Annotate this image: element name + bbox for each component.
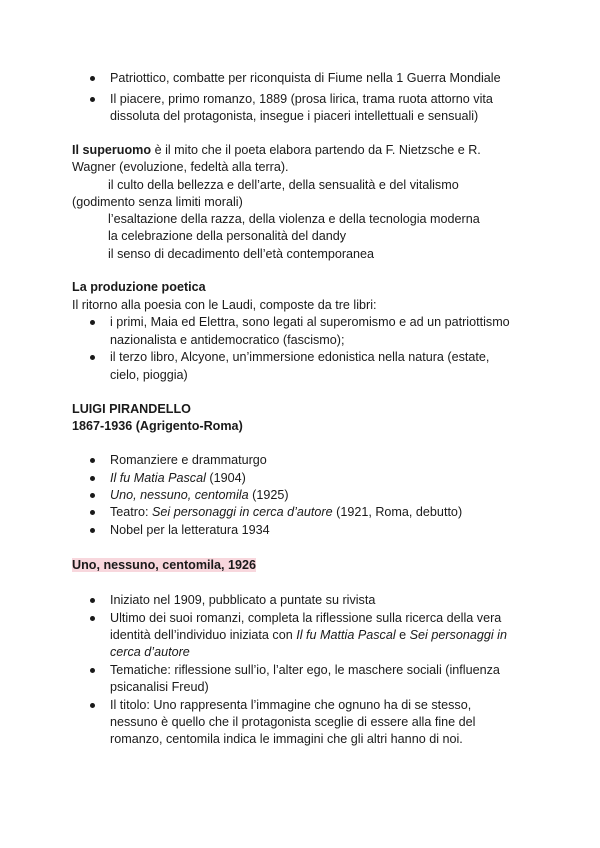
bullet-icon xyxy=(90,320,95,325)
pirandello-bullet-2 xyxy=(110,470,246,487)
work-title: Il fu Matia Pascal xyxy=(110,471,206,485)
pirandello-bullet-5: Nobel per la letteratura 1934 xyxy=(110,523,270,537)
superuomo-line-2: Wagner (evoluzione, fedeltà alla terra). xyxy=(72,160,289,174)
produzione-bullet-1-cont: nazionalista e antidemocratico (fascismo); xyxy=(110,333,345,347)
superuomo-term: Il superuomo xyxy=(72,143,152,157)
superuomo-item-1-cont: (godimento senza limiti morali) xyxy=(72,195,243,209)
pirandello-bullet-1: Romanziere e drammaturgo xyxy=(110,453,267,467)
teatro-label: Teatro: xyxy=(110,505,152,519)
bullet-icon xyxy=(90,668,95,673)
produzione-bullet-2-cont: cielo, pioggia) xyxy=(110,368,188,382)
text-span: e xyxy=(395,628,410,642)
bullet-icon xyxy=(90,76,95,81)
bullet-icon xyxy=(90,355,95,360)
uno-bullet-2: Ultimo dei suoi romanzi, completa la riflessione sulla ricerca della vera xyxy=(110,611,502,625)
uno-bullet-4-cont-2: romanzo, centomila indica le immagini che gli altri hanno di noi. xyxy=(110,732,463,746)
highlighted-heading: Uno, nessuno, centomila, 1926 xyxy=(72,558,257,572)
pirandello-bullet-4 xyxy=(110,504,462,521)
bullet-icon xyxy=(90,598,95,603)
bullet-icon xyxy=(90,476,95,481)
uno-bullet-2-cont-2: cerca d’autore xyxy=(110,645,190,659)
superuomo-item-3: la celebrazione della personalità del dandy xyxy=(108,229,347,243)
uno-bullet-3: Tematiche: riflessione sull’io, l’alter ego, le maschere sociali (influenza xyxy=(110,663,500,677)
superuomo-item-4: il senso di decadimento dell’età contemporanea xyxy=(108,247,375,261)
pirandello-dates: 1867-1936 (Agrigento-Roma) xyxy=(72,419,243,433)
uno-bullet-4: Il titolo: Uno rappresenta l’immagine che ognuno ha di se stesso, xyxy=(110,698,472,712)
bullet-icon xyxy=(90,703,95,708)
uno-nessuno-heading xyxy=(72,557,256,574)
produzione-intro: Il ritorno alla poesia con le Laudi, composte da tre libri: xyxy=(72,298,377,312)
uno-bullet-2-cont xyxy=(110,627,507,644)
pirandello-name: LUIGI PIRANDELLO xyxy=(72,402,191,416)
bullet-icon xyxy=(90,97,95,102)
bullet-icon xyxy=(90,616,95,621)
work-detail: (1921, Roma, debutto) xyxy=(332,505,463,519)
produzione-bullet-1: i primi, Maia ed Elettra, sono legati al superomismo e ad un patriottismo xyxy=(110,315,510,329)
work-year: (1904) xyxy=(205,471,246,485)
uno-bullet-3-cont: psicanalisi Freud) xyxy=(110,680,209,694)
produzione-bullet-2: il terzo libro, Alcyone, un’immersione edonistica nella natura (estate, xyxy=(110,350,490,364)
intro-bullet-1: Patriottico, combatte per riconquista di Fiume nella 1 Guerra Mondiale xyxy=(110,71,501,85)
pirandello-bullet-3 xyxy=(110,487,289,504)
work-year: (1925) xyxy=(248,488,289,502)
work-title: Sei personaggi in cerca d’autore xyxy=(152,505,333,519)
uno-bullet-1: Iniziato nel 1909, pubblicato a puntate su rivista xyxy=(110,593,376,607)
bullet-icon xyxy=(90,510,95,515)
work-title: Il fu Mattia Pascal xyxy=(296,628,396,642)
superuomo-item-2: l’esaltazione della razza, della violenza e della tecnologia moderna xyxy=(108,212,480,226)
work-title: Sei personaggi in xyxy=(409,628,507,642)
superuomo-def: è il mito che il poeta elabora partendo da F. Nietzsche e R. xyxy=(151,143,481,157)
superuomo-line-1 xyxy=(72,142,481,159)
text-span: identità dell’individuo iniziata con xyxy=(110,628,297,642)
uno-bullet-4-cont: nessuno è quello che il protagonista sceglie di essere alla fine del xyxy=(110,715,476,729)
superuomo-item-1: il culto della bellezza e dell’arte, della sensualità e del vitalismo xyxy=(108,178,459,192)
bullet-icon xyxy=(90,458,95,463)
bullet-icon xyxy=(90,493,95,498)
work-title: Uno, nessuno, centomila xyxy=(110,488,249,502)
intro-bullet-2: Il piacere, primo romanzo, 1889 (prosa lirica, trama ruota attorno vita xyxy=(110,92,493,106)
intro-bullet-2-cont: dissoluta del protagonista, insegue i piaceri intellettuali e sensuali) xyxy=(110,109,479,123)
produzione-heading: La produzione poetica xyxy=(72,280,206,294)
bullet-icon xyxy=(90,528,95,533)
